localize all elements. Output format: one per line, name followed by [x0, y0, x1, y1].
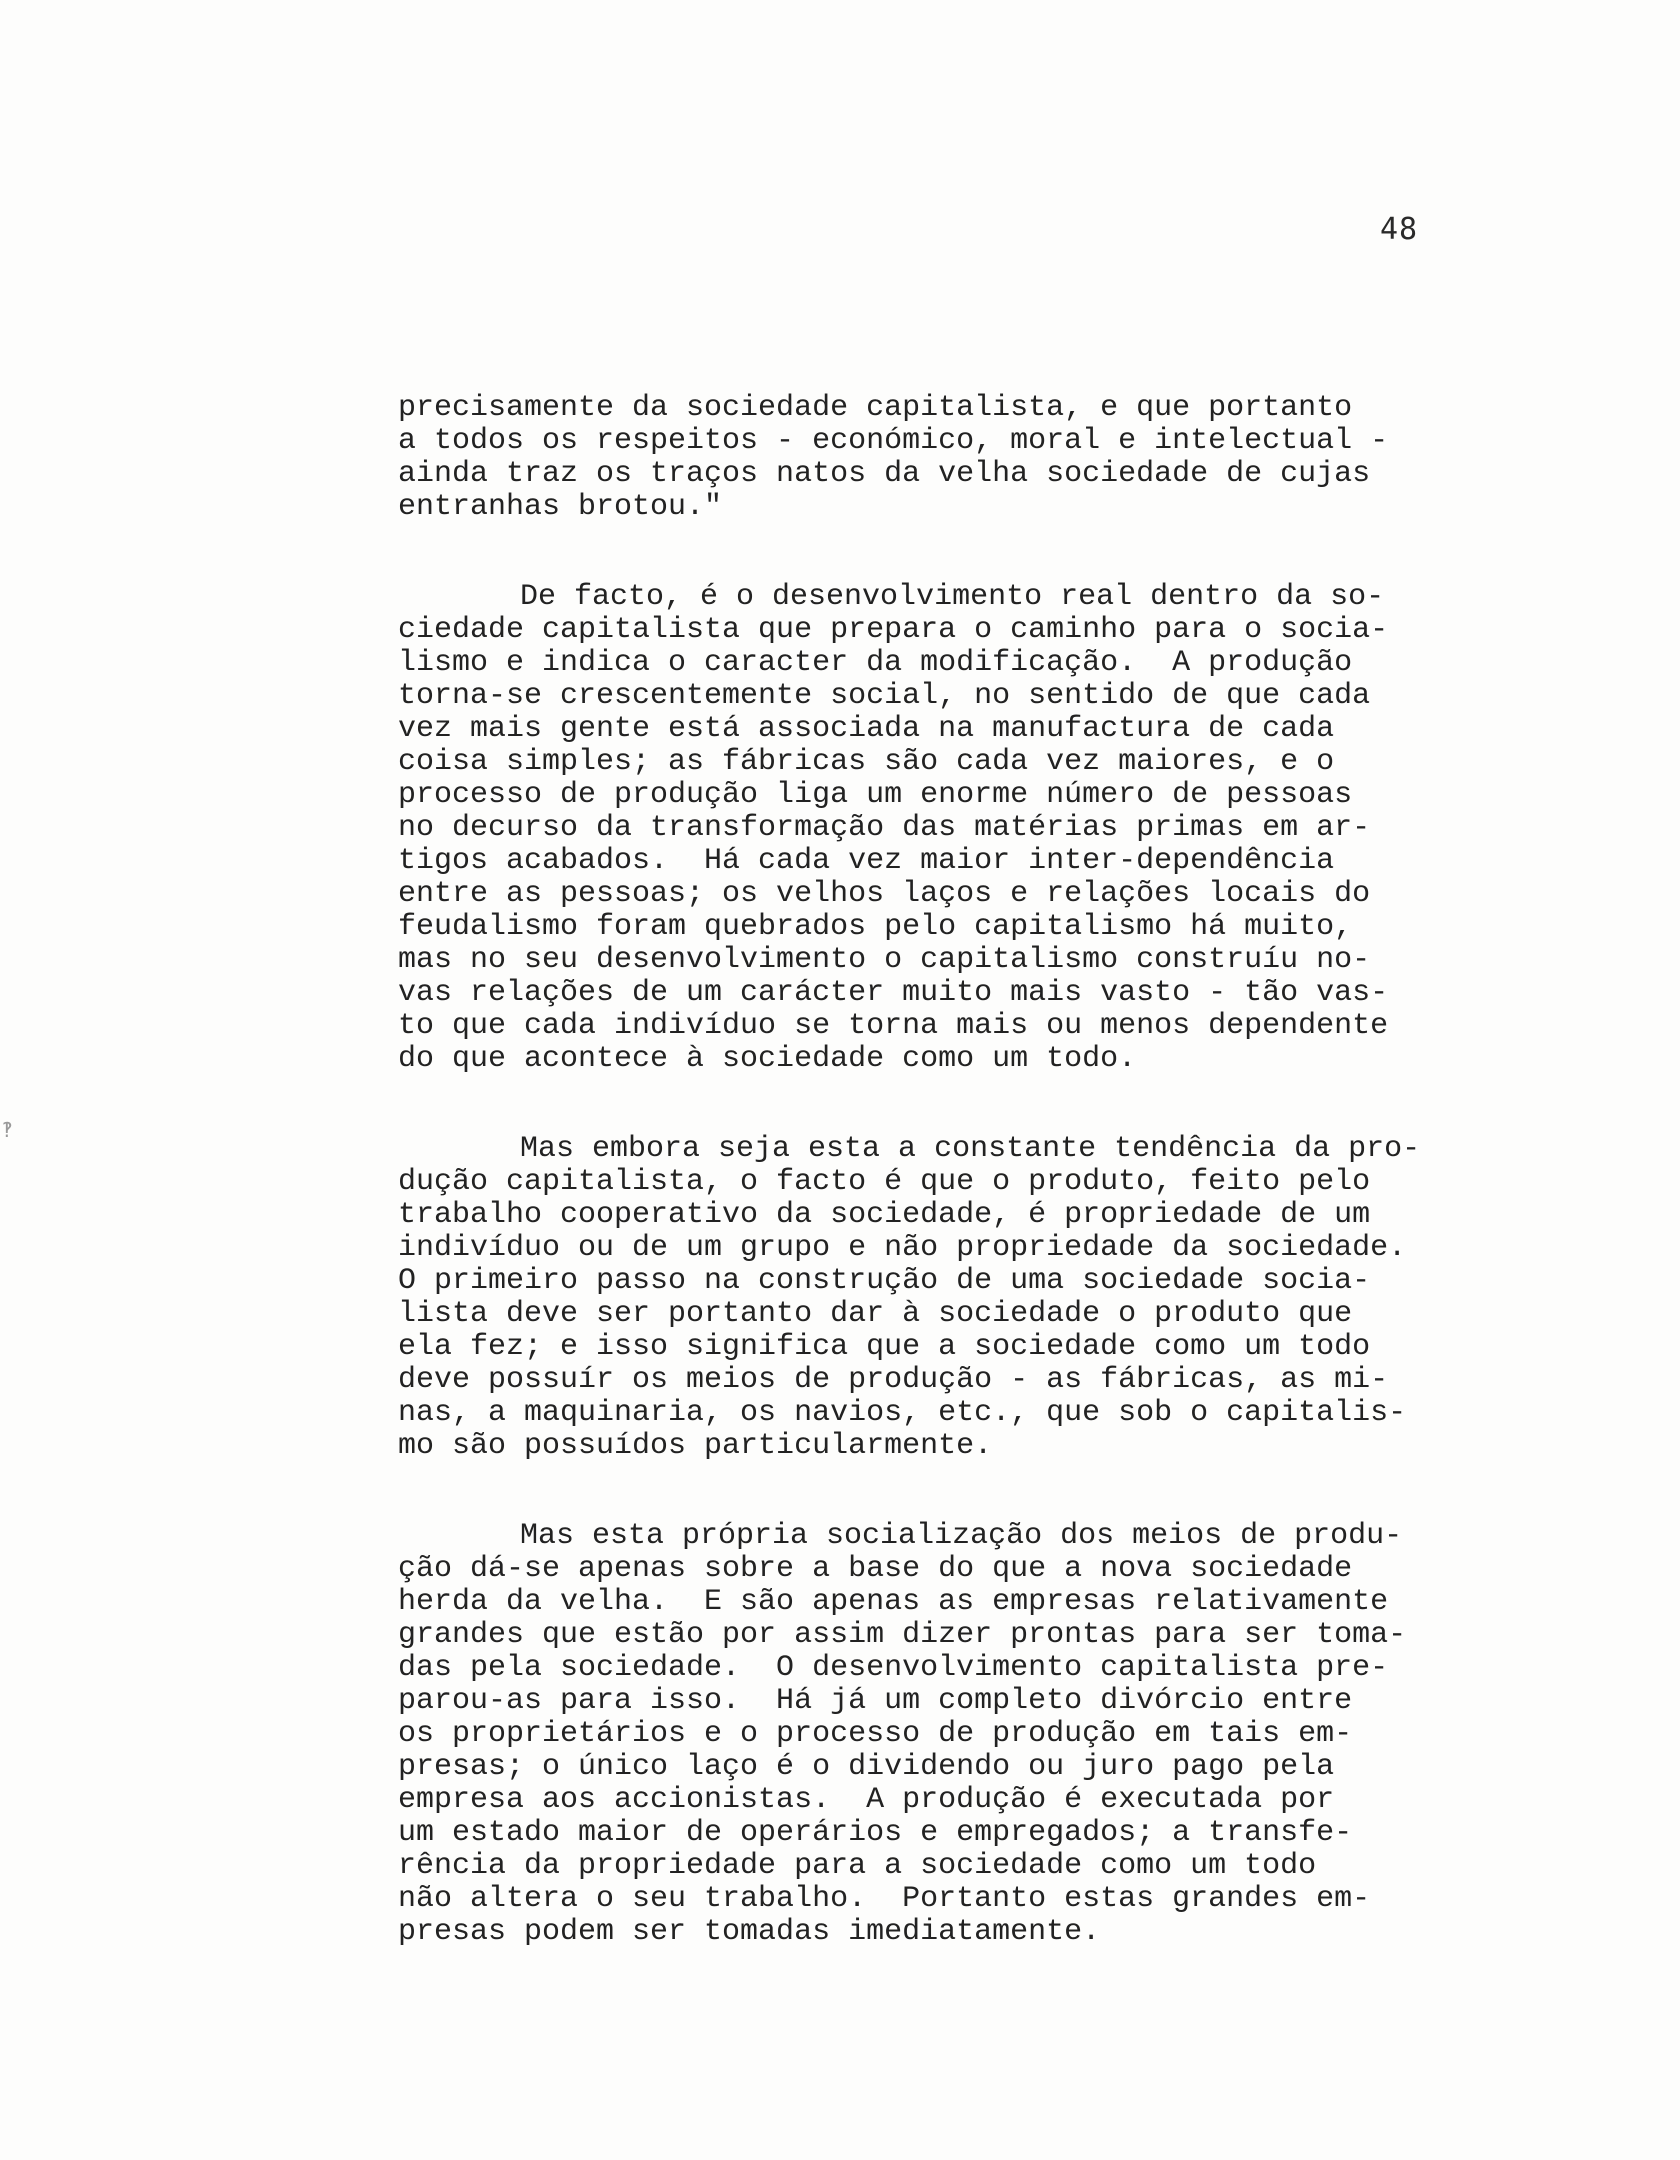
text-line: grandes que estão por assim dizer prontas para ser toma- [398, 1618, 1407, 1652]
text-line: ção dá-se apenas sobre a base do que a nova sociedade [398, 1552, 1353, 1586]
paragraph-4 [398, 1520, 1548, 1949]
text-line: rência da propriedade para a sociedade como um todo [398, 1849, 1317, 1883]
text-line: ainda traz os traços natos da velha sociedade de cujas [398, 457, 1371, 491]
text-line: tigos acabados. Há cada vez maior inter-dependência [398, 844, 1335, 878]
text-line: deve possuír os meios de produção - as fábricas, as mi- [398, 1363, 1389, 1397]
paragraph-2 [398, 581, 1548, 1076]
text-line: vez mais gente está associada na manufactura de cada [398, 712, 1335, 746]
text-line: to que cada indivíduo se torna mais ou menos dependente [398, 1009, 1389, 1043]
text-line: De facto, é o desenvolvimento real dentro da so- [520, 580, 1385, 614]
text-line: empresa aos accionistas. A produção é executada por [398, 1783, 1335, 1817]
text-line: herda da velha. E são apenas as empresas relativamente [398, 1585, 1389, 1619]
paragraph-gap [398, 1463, 1548, 1520]
text-line: coisa simples; as fábricas são cada vez maiores, e o [398, 745, 1335, 779]
paragraph-3 [398, 1133, 1548, 1463]
text-line: mas no seu desenvolvimento o capitalismo construíu no- [398, 943, 1371, 977]
text-line: no decurso da transformação das matérias primas em ar- [398, 811, 1371, 845]
paragraph-gap [398, 524, 1548, 581]
text-line: presas podem ser tomadas imediatamente. [398, 1915, 1101, 1949]
text-line: um estado maior de operários e empregados; a transfe- [398, 1816, 1353, 1850]
text-line: presas; o único laço é o dividendo ou juro pago pela [398, 1750, 1335, 1784]
text-line: dução capitalista, o facto é que o produto, feito pelo [398, 1165, 1371, 1199]
text-line: a todos os respeitos - económico, moral e intelectual - [398, 424, 1389, 458]
text-line: lista deve ser portanto dar à sociedade o produto que [398, 1297, 1353, 1331]
text-line: Mas embora seja esta a constante tendência da pro- [520, 1132, 1421, 1166]
text-line: processo de produção liga um enorme número de pessoas [398, 778, 1353, 812]
paragraph-1 [398, 392, 1548, 524]
text-line: precisamente da sociedade capitalista, e que portanto [398, 391, 1353, 425]
text-line: feudalismo foram quebrados pelo capitalismo há muito, [398, 910, 1353, 944]
body-text [398, 392, 1548, 1949]
text-line: vas relações de um carácter muito mais vasto - tão vas- [398, 976, 1389, 1010]
text-line: os proprietários e o processo de produção em tais em- [398, 1717, 1353, 1751]
paragraph-gap [398, 1076, 1548, 1133]
text-line: trabalho cooperativo da sociedade, é propriedade de um [398, 1198, 1371, 1232]
text-line: ela fez; e isso significa que a sociedade como um todo [398, 1330, 1371, 1364]
text-line: das pela sociedade. O desenvolvimento capitalista pre- [398, 1651, 1389, 1685]
text-line: não altera o seu trabalho. Portanto estas grandes em- [398, 1882, 1371, 1916]
text-line: lismo e indica o caracter da modificação. A produção [398, 646, 1353, 680]
page-number: 48 [1380, 212, 1419, 247]
text-line: entre as pessoas; os velhos laços e relações locais do [398, 877, 1371, 911]
text-line: entranhas brotou." [398, 490, 723, 524]
text-line: mo são possuídos particularmente. [398, 1429, 993, 1463]
text-line: ciedade capitalista que prepara o caminho para o socia- [398, 613, 1389, 647]
text-line: parou-as para isso. Há já um completo divórcio entre [398, 1684, 1353, 1718]
text-line: nas, a maquinaria, os navios, etc., que sob o capitalis- [398, 1396, 1407, 1430]
text-line: O primeiro passo na construção de uma sociedade socia- [398, 1264, 1371, 1298]
text-line: indivíduo ou de um grupo e não propriedade da sociedade. [398, 1231, 1407, 1265]
text-line: torna-se crescentemente social, no sentido de que cada [398, 679, 1371, 713]
margin-scan-mark: ‽ [2, 1118, 13, 1142]
text-line: Mas esta própria socialização dos meios de produ- [520, 1519, 1403, 1553]
text-line: do que acontece à sociedade como um todo. [398, 1042, 1137, 1076]
